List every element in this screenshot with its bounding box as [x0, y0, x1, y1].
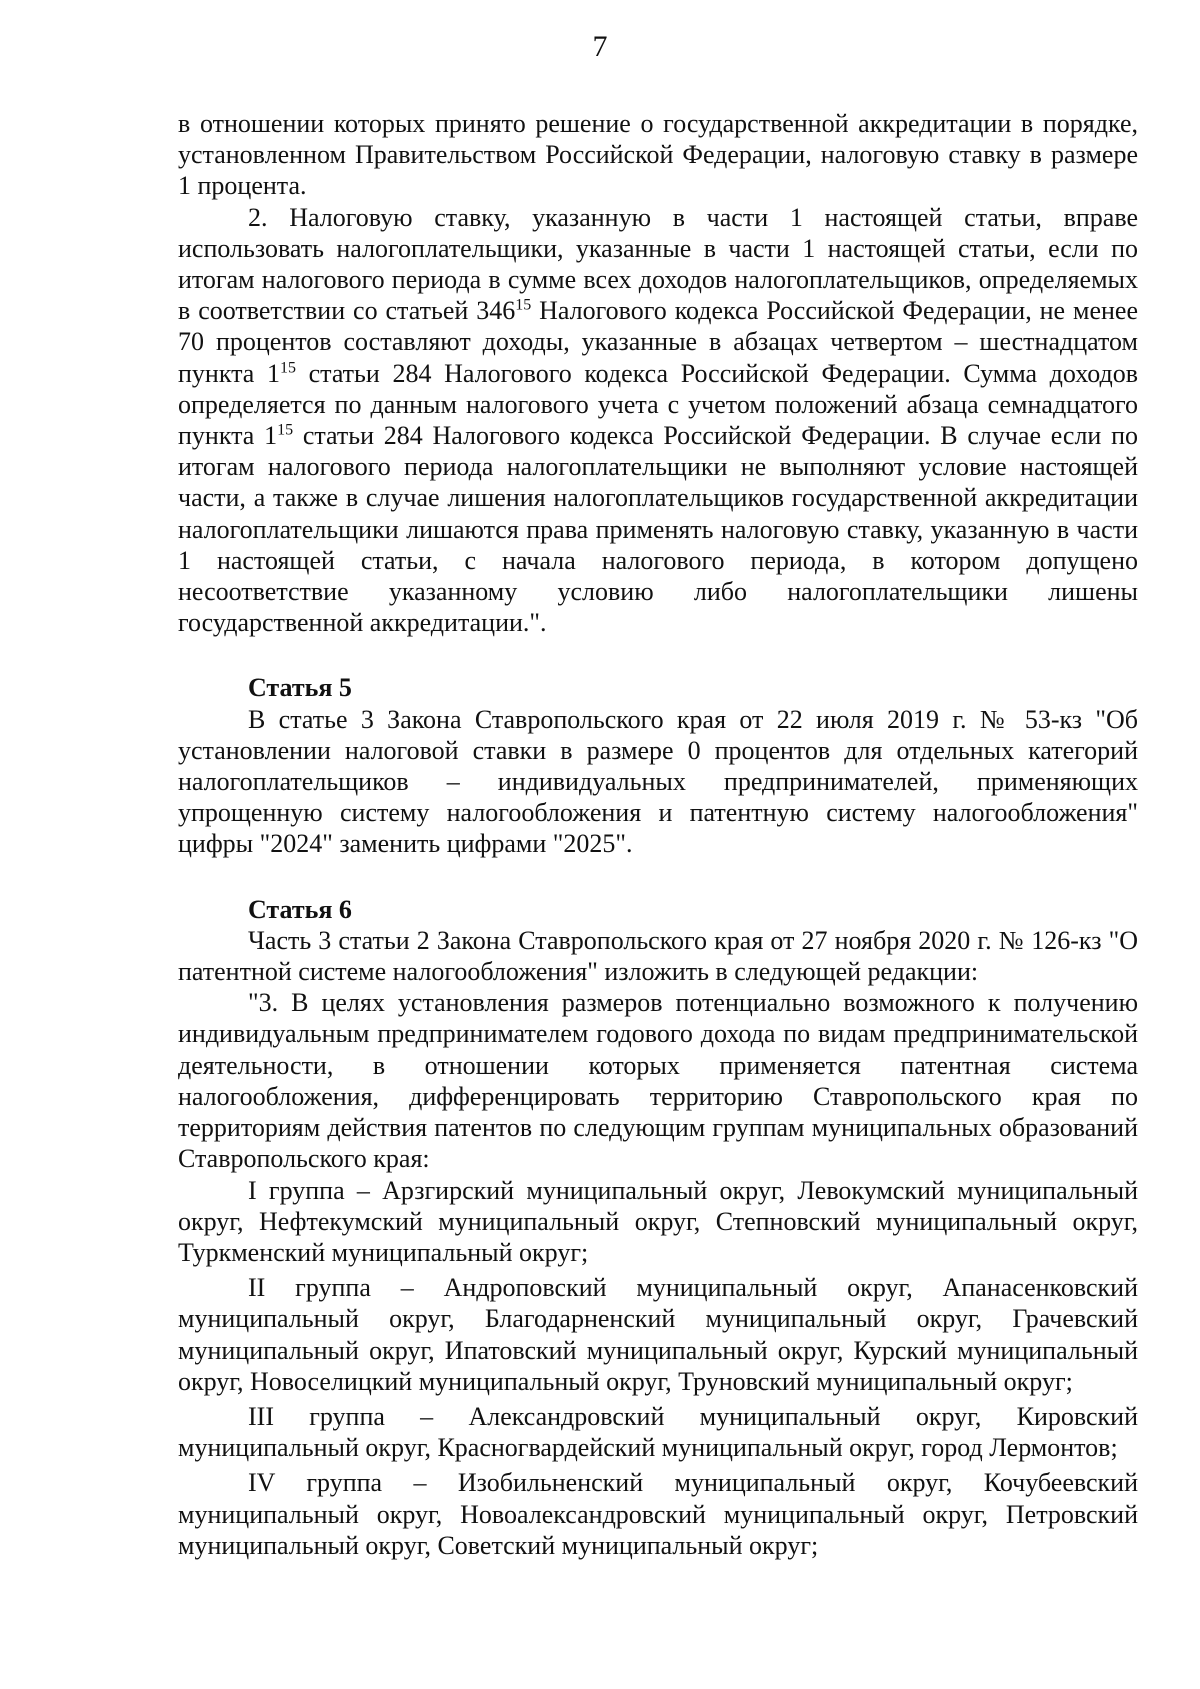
- part-2-paragraph: [178, 202, 1138, 639]
- document-body: [178, 108, 1138, 1561]
- article-6-heading: Статья 6: [248, 894, 352, 924]
- spacer: [178, 638, 1138, 672]
- group-2-paragraph: II группа – Андроповский муниципальный округ, Апанасенковский муниципальный округ, Благодарненский муниципальный округ, Грачевский муниципальный округ, Ипатовский муниципальный округ, Курский муниципальный округ, Новоселицкий муниципальный округ, Труновский муниципальный округ;: [178, 1273, 1138, 1396]
- superscript-15: 15: [277, 421, 294, 439]
- article-5-heading: Статья 5: [248, 673, 352, 703]
- article-6-part-3: "3. В целях установления размеров потенциально возможного к получению индивидуальным предпринимателем годового дохода по видам предпринимательской деятельности, в отношении которых применяется патентная система налогообложения, дифференцировать территорию Ставропольского края по территориям действия патентов по следующим группам муниципальных образований Ставропольского края:: [178, 988, 1138, 1174]
- group-3-paragraph: III группа – Александровский муниципальный округ, Кировский муниципальный округ, Красногвардейский муниципальный округ, город Лермонтов;: [178, 1401, 1138, 1463]
- part-2-text-a: 2. Налоговую ставку, указанную в части 1 настоящей статьи, вправе использовать налогоплательщики, указанные в части 1 настоящей статьи, если по итогам налогового периода в сумме всех доходов налогоплательщиков, определяемых в соответствии со статьей 346: [178, 202, 1138, 326]
- part-2-text-c: статьи 284 Налогового кодекса Российской Федерации. Сумма доходов определяется по данным налогового учета с учетом положений абзаца семнадцатого пункта 1: [178, 358, 1138, 451]
- spacer: [178, 860, 1138, 894]
- intro-paragraph: в отношении которых принято решение о государственной аккредитации в порядке, установленном Правительством Российской Федерации, налоговую ставку в размере 1 процента.: [178, 109, 1138, 201]
- article-5-text: В статье 3 Закона Ставропольского края от 22 июля 2019 г. № 53-кз "Об установлении налоговой ставки в размере 0 процентов для отдельных категорий налогоплательщиков – индивидуальных предпринимателей, применяющих упрощенную систему налогообложения и патентную систему налогообложения" цифры "2024" заменить цифрами "2025".: [178, 704, 1138, 859]
- superscript-15: 15: [515, 296, 532, 314]
- part-2-text-d: статьи 284 Налогового кодекса Российской Федерации. В случае если по итогам налогового периода налогоплательщики не выполняют условие настоящей части, а также в случае лишения налогоплательщиков государственной аккредитации налогоплательщики лишаются права применять налоговую ставку, указанную в части 1 настоящей статьи, с начала налогового периода, в котором допущено несоответствие указанному условию либо налогоплательщики лишены государственной аккредитации.".: [178, 421, 1138, 638]
- group-4-paragraph: IV группа – Изобильненский муниципальный округ, Кочубеевский муниципальный округ, Новоалександровский муниципальный округ, Петровский муниципальный округ, Советский муниципальный округ;: [178, 1468, 1138, 1560]
- page-number: 7: [592, 30, 608, 63]
- superscript-15: 15: [279, 358, 296, 376]
- article-6-text: Часть 3 статьи 2 Закона Ставропольского края от 27 ноября 2020 г. № 126-кз "О патентной системе налогообложения" изложить в следующей редакции:: [178, 925, 1138, 987]
- part-2-text-b: Налогового кодекса Российской Федерации, не менее 70 процентов составляют доходы, указанные в абзацах четвертом – шестнадцатом пункта 1: [178, 296, 1138, 388]
- group-1-paragraph: I группа – Арзгирский муниципальный округ, Левокумский муниципальный округ, Нефтекумский муниципальный округ, Степновский муниципальный округ, Туркменский муниципальный округ;: [178, 1175, 1138, 1267]
